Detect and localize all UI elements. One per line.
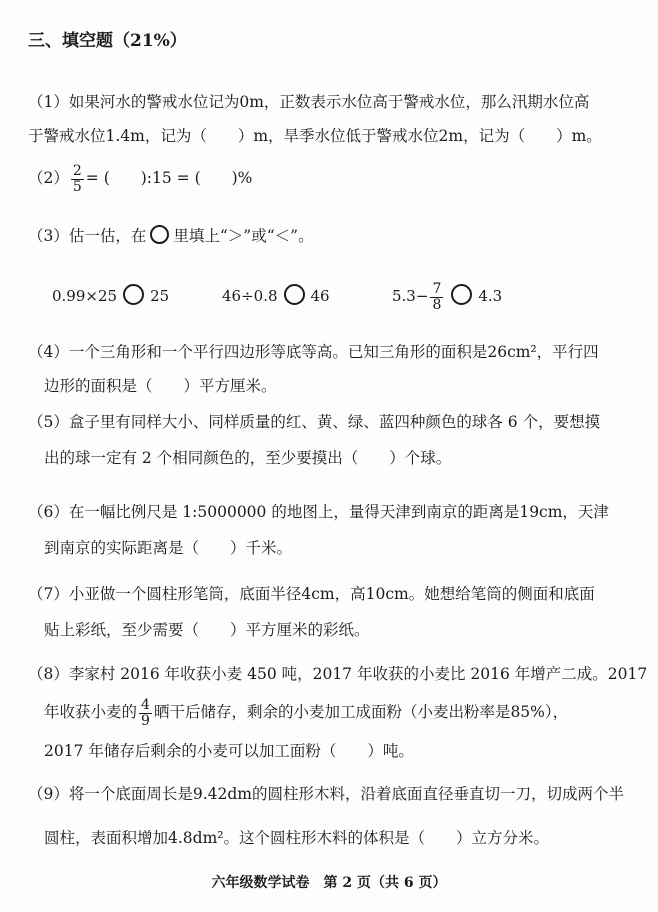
circle-answer-icon[interactable] (451, 284, 472, 305)
question-8-fraction (139, 698, 152, 729)
fraction-numerator: 7 (432, 280, 442, 297)
question-2-label: （2） (28, 169, 69, 187)
question-2-rest: = ( ):15 = ( )% (85, 169, 253, 187)
question-6-line-2: 到南京的实际距离是（ ）千米。 (44, 539, 293, 557)
question-2-line (28, 162, 628, 195)
question-9-line-2: 圆柱，表面积增加4.8dm²。这个圆柱形木料的体积是（ ）立方分米。 (44, 829, 549, 847)
comparison-left: 0.99×25 (52, 287, 118, 305)
circle-blank-icon (150, 225, 169, 244)
fraction-numerator: 4 (141, 696, 150, 713)
comparison-right: 25 (150, 287, 170, 305)
question-8-line-2-a: 年收获小麦的 (44, 703, 138, 721)
circle-answer-icon[interactable] (123, 284, 144, 305)
question-3-text: （3）估一估，在 (28, 227, 147, 245)
comparison-left: 5.3− (392, 287, 429, 305)
fraction-denominator: 9 (141, 712, 150, 729)
question-5-line-2: 出的球一定有 2 个相同颜色的，至少要摸出（ ）个球。 (44, 449, 452, 467)
question-7 (28, 578, 628, 646)
question-6-line-1: （6）在一幅比例尺是 1:5000000 的地图上，量得天津到南京的距离是19cm，天津 (28, 503, 609, 521)
comparison-fraction (430, 282, 443, 313)
circle-answer-icon[interactable] (284, 284, 305, 305)
fraction-numerator: 2 (72, 162, 82, 179)
question-6 (28, 496, 628, 564)
question-9-line-1: （9）将一个底面周长是9.42dm的圆柱形木料，沿着底面直径垂直切一刀，切成两个半 (28, 785, 624, 803)
question-8-line-3: 2017 年储存后剩余的小麦可以加工面粉（ ）吨。 (44, 741, 414, 760)
question-9 (28, 778, 628, 854)
question-8-line-2-b: 晒干后储存，剩余的小麦加工成面粉（小麦出粉率是85%）， (153, 703, 569, 721)
section-title: 三、填空题（21%） (28, 31, 187, 51)
question-3-line (28, 220, 628, 252)
question-4 (28, 336, 628, 402)
fraction-denominator: 8 (432, 296, 442, 313)
question-3 (28, 220, 628, 252)
question-4-line-2: 边形的面积是（ ）平方厘米。 (44, 377, 277, 395)
question-3-text-2: 里填上“＞”或“＜”。 (173, 227, 314, 245)
question-8-line-2 (28, 696, 628, 729)
question-8 (28, 658, 648, 767)
comparison-left: 46÷0.8 (222, 287, 278, 305)
question-2-fraction (71, 164, 84, 195)
question-7-line-2: 贴上彩纸，至少需要（ ）平方厘米的彩纸。 (44, 621, 370, 639)
fraction-denominator: 5 (72, 178, 82, 195)
comparison-right: 4.3 (478, 287, 503, 305)
comparison-item-3 (392, 278, 502, 314)
comparison-right: 46 (310, 287, 330, 305)
question-8-line-1: （8）李家村 2016 年收获小麦 450 吨，2017 年收获的小麦比 2016 年增产二成。2017 (28, 665, 648, 683)
question-1 (28, 86, 628, 152)
question-4-line-1: （4）一个三角形和一个平行四边形等底等高。已知三角形的面积是26cm²，平行四 (28, 343, 599, 361)
comparison-item-1 (52, 278, 169, 314)
comparison-row (52, 278, 612, 314)
question-1-line-2: 于警戒水位1.4m，记为（ ）m，旱季水位低于警戒水位2m，记为（ ）m。 (28, 127, 602, 145)
comparison-item-2 (222, 278, 330, 314)
question-5-line-1: （5）盒子里有同样大小、同样质量的红、黄、绿、蓝四种颜色的球各 6 个，要想摸 (28, 413, 601, 431)
page-footer: 六年级数学试卷 第 2 页（共 6 页） (211, 875, 447, 891)
question-1-line-1: （1）如果河水的警戒水位记为0m，正数表示水位高于警戒水位，那么汛期水位高 (28, 93, 590, 111)
question-7-line-1: （7）小亚做一个圆柱形笔筒，底面半径4cm，高10cm。她想给笔筒的侧面和底面 (28, 585, 595, 603)
question-2 (28, 162, 628, 195)
question-5 (28, 406, 628, 474)
